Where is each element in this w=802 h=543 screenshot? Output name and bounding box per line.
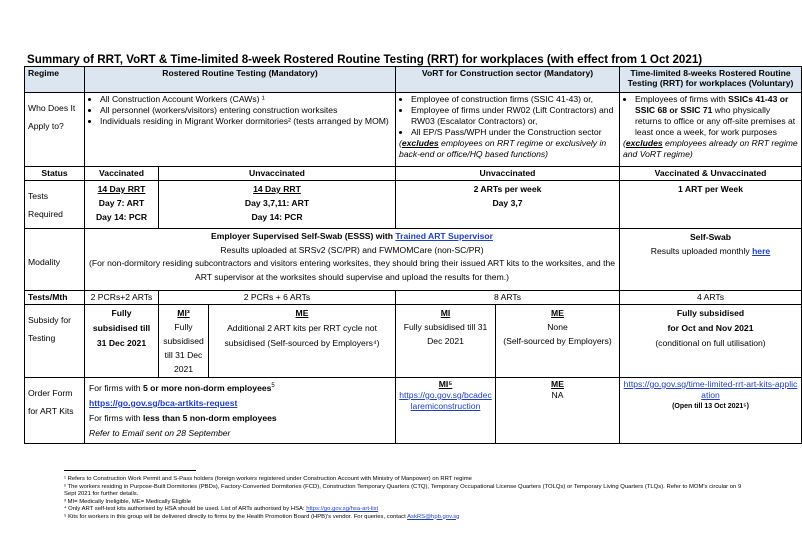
timelimited-header: Time-limited 8-weeks Rostered Routine Testing (RRT) for workplaces (Voluntary) xyxy=(620,67,802,93)
list-item: • All personnel (workers/visitors) entering construction worksites xyxy=(100,105,392,116)
page-title: Summary of RRT, VoRT & Time-limited 8-week Rostered Routine Testing (RRT) for workplaces (with effect from 1 Oct 2021) xyxy=(27,53,703,66)
footnote-4: ⁴ Only ART self-test kits authorised by HSA should be used. List of ARTs authorised by HSA: https://go.gov.sg/hsa-art-list xyxy=(64,506,379,512)
tests-vaccinated: 14 Day RRT Day 7: ART Day 14: PCR xyxy=(85,181,159,229)
tests-mth-vort: 8 ARTs xyxy=(396,291,620,305)
status-vort-unvaccinated: Unvaccinated xyxy=(396,167,620,181)
modality-row xyxy=(25,229,802,291)
tests-mth-timelimited: 4 ARTs xyxy=(620,291,802,305)
tests-label: Tests Required xyxy=(25,181,85,229)
who-timelimited xyxy=(620,93,802,167)
modality-label: Modality xyxy=(25,229,85,291)
subsidy-vort-mi: MI Fully subsidised till 31 Dec 2021 xyxy=(396,305,496,378)
tests-vort: 2 ARTs per week Day 3,7 xyxy=(396,181,620,229)
tests-timelimited: 1 ART per Week xyxy=(620,181,802,229)
modality-main: Employer Supervised Self-Swab (ESSS) with Trained ART Supervisor Results uploaded at SRSv2 (SC/PR) and FWMOMCare (non-SC/PR) (For non-dormitory residing subcontractors and visitors entering worksites, they should bring their issued ART kits to the worksites, and the ART supervisor at the worksites should supervise and upload the results for them.) xyxy=(85,229,620,291)
vort-header: VoRT for Construction sector (Mandatory) xyxy=(396,67,620,93)
subsidy-label: Subsidy for Testing xyxy=(25,305,85,378)
footnote-2: ² The workers residing in Purpose-Built Dormitories (PBDs), Factory-Converted Dormitories (FCD), Construction Temporary Quarters (CTQ), Temporary Occupational License Quarters (TOLQs) or Temporary Living Quarters (TLQs). Refer to MOM's circular on 9 Sept 2021 for further details. xyxy=(64,483,742,497)
footnote-3: ³ MI= Medically Ineligible, ME= Medically Eligible xyxy=(64,498,192,505)
list-item: • Employee of firms under RW02 (Lift Contractors) and RW03 (Escalator Contractors) or, xyxy=(411,105,616,127)
upload-here-link[interactable]: here xyxy=(752,246,771,256)
order-label: Order Form for ART Kits xyxy=(25,378,85,444)
hsa-art-list-link[interactable]: https://go.gov.sg/hsa-art-list xyxy=(306,506,379,512)
status-unvaccinated: Unvaccinated xyxy=(159,167,396,181)
bca-declare-mi-link[interactable]: https://go.gov.sg/bcadeclaremiconstruction xyxy=(399,390,492,411)
order-timelimited: https://go.gov.sg/time-limited-rrt-art-kits-application (Open till 13 Oct 2021⁵) xyxy=(620,378,802,444)
tests-mth-unvaccinated: 2 PCRs + 6 ARTs xyxy=(159,291,396,305)
subsidy-unvacc-mi: MI³ Fully subsidised till 31 Dec 2021 xyxy=(159,305,209,378)
subsidy-row xyxy=(25,305,802,378)
regime-header: Regime xyxy=(25,67,85,93)
list-item: • Employees of firms with SSICs 41-43 or SSIC 68 or SSIC 71 who physically returns to office or any off-site premises at least once a week, for work purposes xyxy=(635,94,798,138)
who-label: Who Does It Apply to? xyxy=(25,93,85,167)
order-vort-mi: MI⁵ https://go.gov.sg/bcadeclaremiconstruction xyxy=(396,378,496,444)
who-vort xyxy=(396,93,620,167)
footnote-separator xyxy=(64,470,196,471)
summary-table xyxy=(24,66,802,444)
who-row xyxy=(25,93,802,167)
list-item: • All EP/S Pass/WPH under the Construction sector xyxy=(411,127,616,138)
list-item: • Employee of construction firms (SSIC 41-43) or, xyxy=(411,94,616,105)
status-label: Status xyxy=(25,167,85,181)
tests-row xyxy=(25,181,802,229)
status-vaccinated: Vaccinated xyxy=(85,167,159,181)
subsidy-timelimited: Fully subsidised for Oct and Nov 2021 (conditional on full utilisation) xyxy=(620,305,802,378)
modality-timelimited: Self-Swab Results uploaded monthly here xyxy=(620,229,802,291)
header-row xyxy=(25,67,802,93)
subsidy-vort-me: ME None (Self-sourced by Employers) xyxy=(496,305,620,378)
status-row xyxy=(25,167,802,181)
status-both: Vaccinated & Unvaccinated xyxy=(620,167,802,181)
footnote-5: ⁵ Kits for workers in this group will be delivered directly to firms by the Health Promotion Board (HPB)'s vendor. For queries, contact AskRS@hpb.gov.sg xyxy=(64,513,460,520)
trained-art-supervisor-link[interactable]: Trained ART Supervisor xyxy=(395,231,493,241)
bca-artkits-link[interactable]: https://go.gov.sg/bca-artkits-request xyxy=(89,397,238,408)
tests-unvaccinated: 14 Day RRT Day 3,7,11: ART Day 14: PCR xyxy=(159,181,396,229)
footnotes xyxy=(64,476,754,521)
subsidy-vaccinated: Fully subsidised till 31 Dec 2021 xyxy=(85,305,159,378)
who-rrt xyxy=(85,93,396,167)
tl-exclusion-note: (excludes employees already on RRT regime and VoRT regime) xyxy=(623,138,798,159)
list-item: • Individuals residing in Migrant Worker dormitories² (tests arranged by MOM) xyxy=(100,116,392,127)
vort-exclusion-note: (excludes employees on RRT regime or exclusively in back-end or office/HQ based functions) xyxy=(399,138,607,159)
order-row xyxy=(25,378,802,444)
footnote-1: ¹ Refers to Construction Work Permit and S-Pass holders (foreign workers registered under Construction Account with Ministry of Manpower) on RRT regime xyxy=(64,476,472,482)
rrt-header: Rostered Routine Testing (Mandatory) xyxy=(85,67,396,93)
order-vort-me: ME NA xyxy=(496,378,620,444)
askrs-email-link[interactable]: AskRS@hpb.gov.sg xyxy=(407,513,460,520)
tests-mth-vaccinated: 2 PCRs+2 ARTs xyxy=(85,291,159,305)
order-rrt: For firms with 5 or more non-dorm employees$^5$ https://go.gov.sg/bca-artkits-request For firms with less than 5 non-dorm employees Refer to Email sent on 28 September xyxy=(85,378,396,444)
tests-mth-label: Tests/Mth xyxy=(25,291,85,305)
timelimited-artkits-link[interactable]: https://go.gov.sg/time-limited-rrt-art-kits-application xyxy=(623,379,798,400)
tests-mth-row xyxy=(25,291,802,305)
list-item: • All Construction Account Workers (CAWs) ¹ xyxy=(100,94,392,105)
subsidy-unvacc-me: ME Additional 2 ART kits per RRT cycle not subsidised (Self-sourced by Employers⁴) xyxy=(209,305,396,378)
